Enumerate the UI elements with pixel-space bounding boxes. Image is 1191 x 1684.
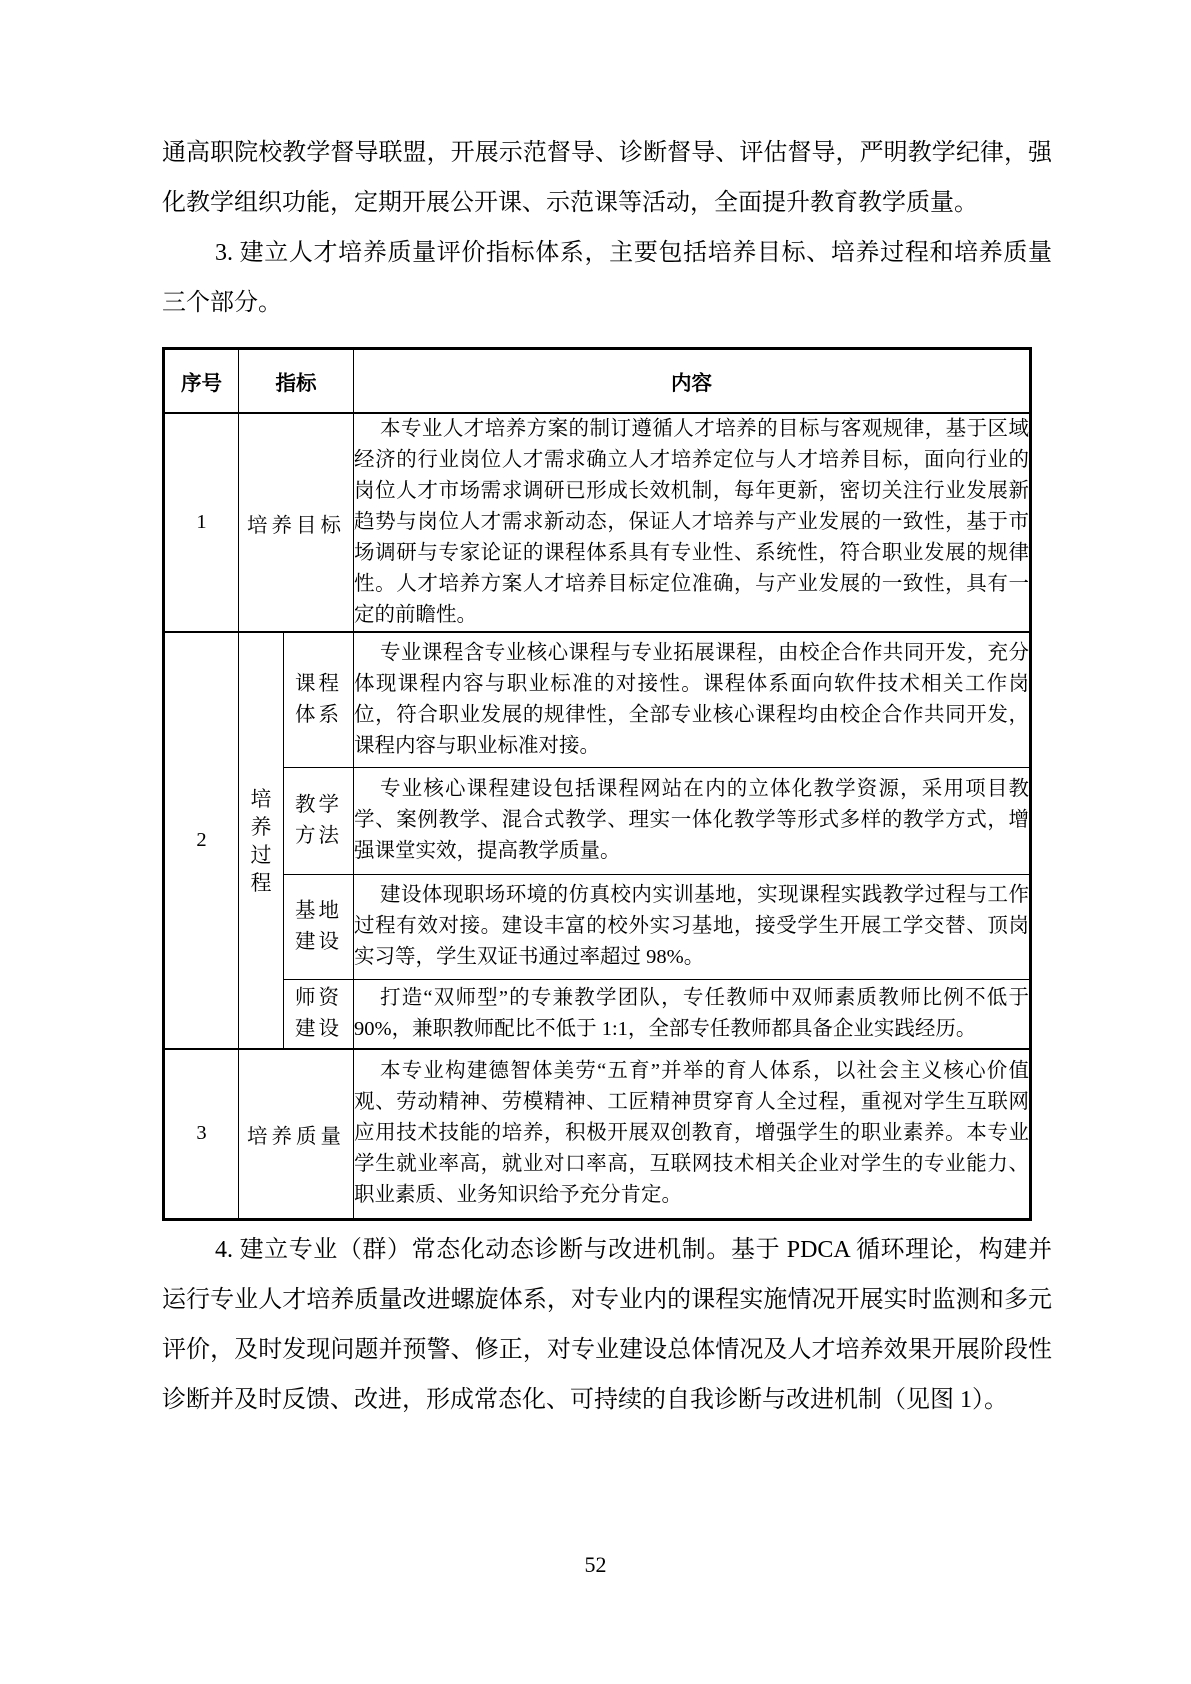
indicator-goal: 培养目标: [239, 413, 354, 632]
content-goal: 本专业人才培养方案的制订遵循人才培养的目标与客观规律，基于区域经济的行业岗位人才需求确立人才培养定位与人才培养目标，面向行业的岗位人才市场需求调研已形成长效机制，每年更新，密切关注行业发展新趋势与岗位人才需求新动态，保证人才培养与产业发展的一致性，基于市场调研与专家论证的课程体系具有专业性、系统性，符合职业发展的规律性。人才培养方案人才培养目标定位准确，与产业发展的一致性，具有一定的前瞻性。: [354, 413, 1031, 632]
table-row-process-base: [164, 874, 1031, 979]
sub-indicator-teaching-method: 教学方法: [284, 767, 354, 874]
page-number: 52: [584, 1552, 607, 1577]
column-header-content: 内容: [354, 349, 1031, 414]
table-row-quality: [164, 1049, 1031, 1219]
table-row-process-curriculum: [164, 632, 1031, 767]
sub-indicator-base-construction: 基地建设: [284, 874, 354, 979]
table-row-process-faculty: [164, 979, 1031, 1049]
sub-indicator-faculty: 师资建设: [284, 979, 354, 1049]
indicator-quality: 培养质量: [239, 1049, 354, 1219]
paragraph-item-3: 3. 建立人才培养质量评价指标体系，主要包括培养目标、培养过程和培养质量三个部分。: [162, 240, 1052, 316]
content-quality: 本专业构建德智体美劳“五育”并举的育人体系，以社会主义核心价值观、劳动精神、劳模精神、工匠精神贯穿育人全过程，重视对学生互联网应用技术技能的培养，积极开展双创教育，增强学生的职业素养。本专业学生就业率高，就业对口率高，互联网技术相关企业对学生的专业能力、职业素质、业务知识给予充分肯定。: [354, 1049, 1031, 1219]
table-row-goal: [164, 413, 1031, 632]
table-header-row: [164, 349, 1031, 414]
row-number: 2: [164, 632, 239, 1049]
content-curriculum: 专业课程含专业核心课程与专业拓展课程，由校企合作共同开发，充分体现课程内容与职业标准的对接性。课程体系面向软件技术相关工作岗位，符合职业发展的规律性，全部专业核心课程均由校企合作共同开发，课程内容与职业标准对接。: [354, 632, 1031, 767]
evaluation-indicator-table: [162, 347, 1032, 1221]
row-number: 1: [164, 413, 239, 632]
paragraph-continuation: 通高职院校教学督导联盟，开展示范督导、诊断督导、评估督导，严明教学纪律，强化教学组织功能，定期开展公开课、示范课等活动，全面提升教育教学质量。: [162, 140, 1052, 216]
paragraph-item-4: 4. 建立专业（群）常态化动态诊断与改进机制。基于 PDCA 循环理论，构建并运行专业人才培养质量改进螺旋体系，对专业内的课程实施情况开展实时监测和多元评价，及时发现问题并预警、修正，对专业建设总体情况及人才培养效果开展阶段性诊断并及时反馈、改进，形成常态化、可持续的自我诊断与改进机制（见图 1）。: [162, 1236, 1052, 1413]
column-header-number: 序号: [164, 349, 239, 414]
content-faculty: 打造“双师型”的专兼教学团队，专任教师中双师素质教师比例不低于 90%，兼职教师配比不低于 1:1，全部专任教师都具备企业实践经历。: [354, 979, 1031, 1049]
row-number: 3: [164, 1049, 239, 1219]
table-row-process-teaching: [164, 767, 1031, 874]
sub-indicator-curriculum: 课程体系: [284, 632, 354, 767]
column-header-indicator: 指标: [239, 349, 354, 414]
content-teaching-method: 专业核心课程建设包括课程网站在内的立体化教学资源，采用项目教学、案例教学、混合式教学、理实一体化教学等形式多样的教学方式，增强课堂实效，提高教学质量。: [354, 767, 1031, 874]
indicator-process-label: 培养过程: [250, 786, 272, 895]
indicator-process: [239, 632, 284, 1049]
content-base-construction: 建设体现职场环境的仿真校内实训基地，实现课程实践教学过程与工作过程有效对接。建设丰富的校外实习基地，接受学生开展工学交替、顶岗实习等，学生双证书通过率超过 98%。: [354, 874, 1031, 979]
